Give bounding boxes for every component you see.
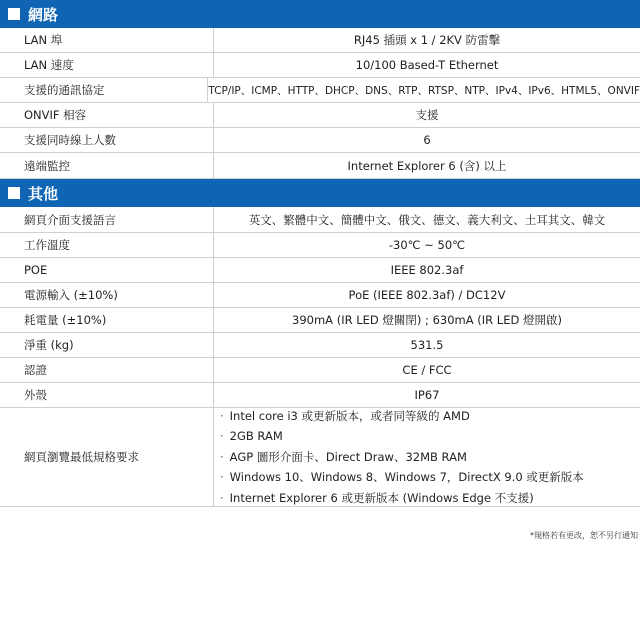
spec-row-remote-monitoring (0, 153, 640, 179)
spec-row-browser-requirements (0, 408, 640, 507)
section-header-other (0, 179, 640, 207)
spec-row-poe (0, 258, 640, 283)
spec-value: IEEE 802.3af (390, 263, 464, 277)
spec-value: 6 (423, 133, 431, 147)
spec-value: 10/100 Based-T Ethernet (355, 58, 499, 72)
spec-row-temperature (0, 233, 640, 258)
spec-row-net-weight (0, 333, 640, 358)
spec-label: 認證 (0, 358, 214, 382)
spec-value (214, 408, 640, 506)
requirements-list (220, 406, 584, 509)
spec-value: 支援 (415, 108, 439, 122)
spec-row-housing (0, 383, 640, 408)
section-title: 其他 (28, 184, 59, 203)
list-item: · 2GB RAM (220, 426, 584, 447)
spec-row-power-input (0, 283, 640, 308)
list-item: · Windows 10、Windows 8、Windows 7，DirectX 9.0 或更新版本 (220, 467, 584, 488)
spec-label: LAN 速度 (0, 53, 214, 77)
spec-row-certification (0, 358, 640, 383)
spec-label: 網頁介面支援語言 (0, 207, 214, 232)
spec-value: 英文、繁體中文、簡體中文、俄文、德文、義大利文、土耳其文、韓文 (248, 212, 606, 227)
spec-label: 電源輸入 (±10%) (0, 283, 214, 307)
spec-label: ONVIF 相容 (0, 103, 214, 127)
spec-row-concurrent-users (0, 128, 640, 153)
spec-label: 工作溫度 (0, 233, 214, 257)
spec-label: 網頁瀏覽最低規格要求 (0, 408, 214, 506)
spec-label: 遠端監控 (0, 153, 214, 178)
square-bullet-icon (8, 187, 20, 199)
spec-label: POE (0, 258, 214, 282)
spec-value: CE / FCC (402, 363, 452, 377)
square-bullet-icon (8, 8, 20, 20)
spec-value: -30℃ ~ 50℃ (388, 238, 466, 252)
list-item: · Intel core i3 或更新版本，或者同等級的 AMD (220, 406, 584, 427)
footnote: *規格若有更改，恕不另行通知 (530, 531, 638, 540)
spec-value: RJ45 插頭 x 1 / 2KV 防雷擊 (353, 33, 501, 47)
spec-row-protocols (0, 78, 640, 103)
spec-label: LAN 埠 (0, 28, 214, 52)
spec-row-lan-speed (0, 53, 640, 78)
spec-row-lan-port (0, 28, 640, 53)
spec-label: 耗電量 (±10%) (0, 308, 214, 332)
spec-value: PoE (IEEE 802.3af) / DC12V (348, 288, 506, 302)
spec-label: 外殼 (0, 383, 214, 407)
spec-value: 531.5 (410, 338, 444, 352)
spec-value: TCP/IP、ICMP、HTTP、DHCP、DNS、RTP、RTSP、NTP、IPv4、IPv6、HTML5、ONVIF (208, 84, 640, 97)
spec-label: 支援的通訊協定 (0, 78, 208, 102)
section-title: 網路 (28, 5, 59, 24)
spec-value: IP67 (414, 388, 440, 402)
spec-row-power-consumption (0, 308, 640, 333)
spec-row-web-languages (0, 207, 640, 233)
spec-value: Internet Explorer 6 (含) 以上 (347, 158, 507, 173)
spec-label: 淨重 (kg) (0, 333, 214, 357)
spec-row-onvif (0, 103, 640, 128)
spec-label: 支援同時線上人數 (0, 128, 214, 152)
list-item: · AGP 圖形介面卡、Direct Draw、32MB RAM (220, 447, 584, 468)
section-header-network (0, 0, 640, 28)
list-item: · Internet Explorer 6 或更新版本 (Windows Edge 不支援) (220, 488, 584, 509)
spec-value: 390mA (IR LED 燈關閉) ; 630mA (IR LED 燈開啟) (292, 313, 562, 327)
